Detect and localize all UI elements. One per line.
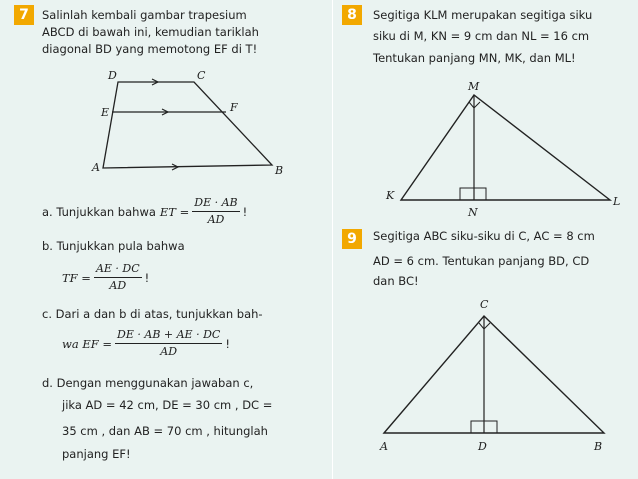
problem-7-intro-line-2: ABCD di bawah ini, kemudian tariklah — [42, 25, 259, 39]
vertex-label-m: M — [468, 80, 480, 93]
problem-9-line-3: dan BC! — [373, 274, 419, 288]
problem-7-number: 7 — [14, 5, 34, 25]
part-c-numerator: DE · AB + AE · DC — [115, 328, 222, 344]
vertex-label-b: B — [275, 164, 284, 177]
problem-8-line-2: siku di M, KN = 9 cm dan NL = 16 cm — [373, 29, 590, 43]
problem-7-intro-line-3: diagonal BD yang memotong EF di T! — [42, 42, 258, 56]
point-label-f: F — [230, 101, 238, 114]
point-label-e: E — [101, 106, 110, 119]
problem-7-part-b-line: b. Tunjukkan pula bahwa — [42, 239, 185, 253]
vertex-label-k: K — [386, 189, 395, 202]
point-label-n: N — [468, 206, 478, 219]
part-a-numerator: DE · AB — [192, 196, 239, 212]
point-label-d-triangle: D — [478, 440, 487, 453]
vertex-label-c-triangle: C — [480, 298, 489, 311]
part-a-lhs: ET = — [159, 204, 190, 219]
part-a-suffix: ! — [242, 204, 248, 219]
part-a-prefix: a. Tunjukkan bahwa — [42, 204, 156, 219]
problem-9-number: 9 — [342, 229, 362, 249]
part-b-suffix: ! — [144, 270, 150, 285]
problem-7-intro-line-1: Salinlah kembali gambar trapesium — [42, 8, 247, 22]
part-c-suffix: ! — [225, 336, 230, 351]
part-b-lhs: TF = — [62, 270, 91, 285]
vertex-label-l: L — [613, 195, 621, 208]
problem-9-line-1: Segitiga ABC siku-siku di C, AC = 8 cm — [373, 229, 595, 243]
problem-8-line-3: Tentukan panjang MN, MK, dan ML! — [373, 51, 576, 65]
problem-7-part-c-line: c. Dari a dan b di atas, tunjukkan bah- — [42, 307, 263, 321]
problem-9-line-2: AD = 6 cm. Tentukan panjang BD, CD — [373, 254, 590, 268]
part-c-lhs: wa EF = — [62, 336, 113, 351]
problem-8-line-1: Segitiga KLM merupakan segitiga siku — [373, 8, 593, 22]
vertex-label-d: D — [108, 69, 117, 82]
problem-7-part-d-line-3: 35 cm , dan AB = 70 cm , hitunglah — [62, 424, 268, 438]
problem-8-number: 8 — [342, 5, 362, 25]
problem-7-part-d-line-1: d. Dengan menggunakan jawaban c, — [42, 376, 254, 390]
part-c-denominator: AD — [160, 345, 178, 358]
problem-7-part-d-line-2: jika AD = 42 cm, DE = 30 cm , DC = — [62, 398, 273, 412]
vertex-label-a-triangle: A — [380, 440, 388, 453]
problem-7-part-d-line-4: panjang EF! — [62, 447, 131, 461]
vertex-label-c: C — [197, 69, 206, 82]
part-b-numerator: AE · DC — [94, 262, 142, 278]
part-b-denominator: AD — [109, 279, 127, 292]
vertex-label-a: A — [92, 161, 100, 174]
triangle-abc — [384, 316, 604, 433]
part-a-denominator: AD — [207, 213, 225, 226]
vertex-label-b-triangle: B — [594, 440, 603, 453]
